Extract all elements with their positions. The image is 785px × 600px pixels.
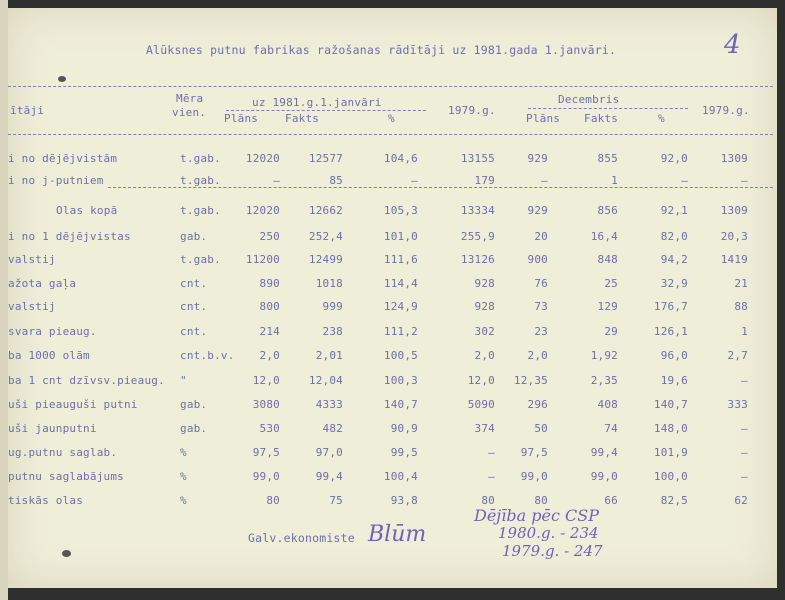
- cell-y1979: 928: [474, 277, 495, 290]
- header-plans: Plāns: [224, 112, 259, 125]
- cell-plan: 97,5: [252, 446, 280, 459]
- cell-label: uši pieauguši putni: [8, 398, 138, 411]
- cell-dy1979: –: [741, 374, 748, 387]
- cell-plan: 250: [259, 230, 280, 243]
- cell-pct: 101,0: [383, 230, 418, 243]
- cell-y1979: 374: [474, 422, 495, 435]
- cell-dpct: 126,1: [653, 325, 688, 338]
- cell-plan: 99,0: [252, 470, 280, 483]
- cell-dy1979: 1309: [720, 152, 748, 165]
- cell-fact: 12499: [308, 253, 343, 266]
- cell-dplan: 900: [527, 253, 548, 266]
- cell-dpct: 176,7: [653, 300, 688, 313]
- cell-unit: t.gab.: [180, 253, 221, 266]
- cell-pct: 105,3: [383, 204, 418, 217]
- cell-dfact: 1: [611, 174, 618, 187]
- cell-fact: 999: [322, 300, 343, 313]
- cell-unit: cnt.: [180, 277, 208, 290]
- cell-dplan: 80: [534, 494, 548, 507]
- cell-plan: –: [273, 174, 280, 187]
- cell-pct: 100,4: [383, 470, 418, 483]
- header-fakts2: Fakts: [584, 112, 619, 125]
- cell-dy1979: –: [741, 446, 748, 459]
- cell-label: valstij: [8, 253, 56, 266]
- cell-dplan: –: [541, 174, 548, 187]
- cell-y1979: –: [488, 470, 495, 483]
- cell-pct: 124,9: [383, 300, 418, 313]
- cell-label: uši jaunputni: [8, 422, 97, 435]
- cell-pct: 90,9: [390, 422, 418, 435]
- cell-label: ažota gaļa: [8, 277, 77, 290]
- cell-label: ba 1000 olām: [8, 349, 90, 362]
- cell-dpct: 140,7: [653, 398, 688, 411]
- cell-dpct: 82,5: [660, 494, 688, 507]
- cell-unit: %: [180, 446, 187, 459]
- cell-dpct: 100,0: [653, 470, 688, 483]
- cell-fact: 252,4: [308, 230, 343, 243]
- cell-unit: cnt.: [180, 325, 208, 338]
- cell-pct: 100,3: [383, 374, 418, 387]
- header-indicator: ītāji: [10, 104, 45, 117]
- cell-fact: 75: [329, 494, 343, 507]
- cell-fact: 1018: [315, 277, 343, 290]
- cell-dfact: 855: [597, 152, 618, 165]
- cell-y1979: 302: [474, 325, 495, 338]
- header-period2: Decembris: [558, 93, 620, 106]
- cell-plan: 11200: [245, 253, 280, 266]
- cell-label: svara pieaug.: [8, 325, 97, 338]
- cell-y1979: 13126: [460, 253, 495, 266]
- cell-dy1979: 1419: [720, 253, 748, 266]
- cell-dplan: 99,0: [520, 470, 548, 483]
- cell-fact: 2,01: [315, 349, 343, 362]
- cell-dplan: 23: [534, 325, 548, 338]
- cell-y1979: 2,0: [474, 349, 495, 362]
- cell-plan: 890: [259, 277, 280, 290]
- cell-dpct: 32,9: [660, 277, 688, 290]
- cell-y1979: 255,9: [460, 230, 495, 243]
- cell-plan: 800: [259, 300, 280, 313]
- signature: Blūm: [368, 522, 427, 547]
- cell-pct: 111,2: [383, 325, 418, 338]
- cell-y1979: 13155: [460, 152, 495, 165]
- header-unit-line2: vien.: [172, 106, 207, 119]
- cell-dy1979: 21: [734, 277, 748, 290]
- cell-dpct: 19,6: [660, 374, 688, 387]
- cell-y1979: 13334: [460, 204, 495, 217]
- header-unit-line1: Mēra: [176, 92, 204, 105]
- cell-unit: ": [180, 374, 187, 387]
- cell-dplan: 73: [534, 300, 548, 313]
- cell-unit: %: [180, 470, 187, 483]
- cell-label: ug.putnu saglab.: [8, 446, 118, 459]
- subtotal-rule: [108, 187, 773, 188]
- cell-fact: 97,0: [315, 446, 343, 459]
- cell-unit: %: [180, 494, 187, 507]
- cell-label: ba 1 cnt dzīvsv.pieaug.: [8, 374, 165, 387]
- cell-pct: 93,8: [390, 494, 418, 507]
- cell-dy1979: 333: [727, 398, 748, 411]
- cell-dplan: 2,0: [527, 349, 548, 362]
- cell-dpct: 92,0: [660, 152, 688, 165]
- cell-y1979: 928: [474, 300, 495, 313]
- document-sheet: [8, 8, 777, 588]
- signatory-label: Galv.ekonomiste: [248, 531, 355, 545]
- cell-plan: 214: [259, 325, 280, 338]
- cell-fact: 482: [322, 422, 343, 435]
- cell-plan: 3080: [252, 398, 280, 411]
- cell-plan: 80: [266, 494, 280, 507]
- cell-label: putnu saglabājums: [8, 470, 124, 483]
- cell-plan: 12,0: [252, 374, 280, 387]
- ink-blot-top: [58, 76, 66, 82]
- cell-dpct: 96,0: [660, 349, 688, 362]
- cell-dfact: 74: [604, 422, 618, 435]
- cell-dfact: 2,35: [590, 374, 618, 387]
- cell-label: i no dējējvistām: [8, 152, 118, 165]
- cell-fact: 85: [329, 174, 343, 187]
- page-number: 4: [724, 30, 741, 60]
- cell-unit: cnt.b.v.: [180, 349, 235, 362]
- header-pct2: %: [658, 112, 665, 125]
- cell-pct: 111,6: [383, 253, 418, 266]
- cell-y1979: 80: [481, 494, 495, 507]
- cell-dplan: 20: [534, 230, 548, 243]
- cell-dfact: 29: [604, 325, 618, 338]
- cell-dfact: 129: [597, 300, 618, 313]
- cell-label: valstij: [8, 300, 56, 313]
- cell-dfact: 66: [604, 494, 618, 507]
- cell-label: i no 1 dējējvistas: [8, 230, 131, 243]
- cell-dplan: 97,5: [520, 446, 548, 459]
- header-1979b: 1979.g.: [702, 104, 750, 117]
- cell-dplan: 50: [534, 422, 548, 435]
- cell-dpct: 94,2: [660, 253, 688, 266]
- cell-unit: t.gab.: [180, 204, 221, 217]
- cell-fact: 99,4: [315, 470, 343, 483]
- cell-dpct: 92,1: [660, 204, 688, 217]
- ink-blot-bottom: [62, 550, 71, 557]
- cell-dfact: 25: [604, 277, 618, 290]
- cell-unit: gab.: [180, 230, 208, 243]
- cell-dy1979: –: [741, 422, 748, 435]
- cell-pct: 104,6: [383, 152, 418, 165]
- cell-dplan: 296: [527, 398, 548, 411]
- cell-dfact: 408: [597, 398, 618, 411]
- header-1979: 1979.g.: [448, 104, 496, 117]
- header-top-rule: [8, 86, 773, 87]
- header-pct: %: [388, 112, 395, 125]
- cell-dy1979: 62: [734, 494, 748, 507]
- cell-dpct: 82,0: [660, 230, 688, 243]
- cell-y1979: 12,0: [467, 374, 495, 387]
- cell-label: i no j-putniem: [8, 174, 104, 187]
- cell-y1979: 5090: [467, 398, 495, 411]
- handwritten-note-line2: 1980.g. - 234: [498, 524, 599, 542]
- header-bottom-rule: [8, 134, 773, 135]
- cell-dfact: 99,0: [590, 470, 618, 483]
- handwritten-note-line1: Dējība pēc CSP: [474, 506, 599, 525]
- cell-dfact: 856: [597, 204, 618, 217]
- header-fakts: Fakts: [285, 112, 320, 125]
- document-title: Alūksnes putnu fabrikas ražošanas rādītāji uz 1981.gada 1.janvāri.: [146, 43, 617, 57]
- cell-dy1979: 20,3: [720, 230, 748, 243]
- cell-dy1979: 1309: [720, 204, 748, 217]
- cell-dfact: 1,92: [590, 349, 618, 362]
- cell-dplan: 929: [527, 204, 548, 217]
- cell-pct: 99,5: [390, 446, 418, 459]
- cell-fact: 238: [322, 325, 343, 338]
- period1-rule: [226, 110, 426, 111]
- cell-unit: gab.: [180, 422, 208, 435]
- cell-plan: 2,0: [259, 349, 280, 362]
- cell-fact: 12662: [308, 204, 343, 217]
- header-plans2: Plāns: [526, 112, 561, 125]
- cell-unit: t.gab.: [180, 152, 221, 165]
- cell-fact: 12577: [308, 152, 343, 165]
- cell-pct: 140,7: [383, 398, 418, 411]
- cell-fact: 4333: [315, 398, 343, 411]
- cell-dpct: 148,0: [653, 422, 688, 435]
- cell-unit: gab.: [180, 398, 208, 411]
- cell-dy1979: –: [741, 174, 748, 187]
- cell-label: Olas kopā: [56, 204, 118, 217]
- cell-pct: 114,4: [383, 277, 418, 290]
- cell-y1979: –: [488, 446, 495, 459]
- left-page-strip: [0, 0, 8, 600]
- cell-dpct: –: [681, 174, 688, 187]
- cell-unit: cnt.: [180, 300, 208, 313]
- period2-rule: [528, 108, 688, 109]
- header-period1: uz 1981.g.1.janvāri: [252, 96, 382, 109]
- cell-label: tiskās olas: [8, 494, 84, 507]
- cell-dfact: 16,4: [590, 230, 618, 243]
- cell-dplan: 76: [534, 277, 548, 290]
- cell-pct: –: [411, 174, 418, 187]
- cell-dy1979: 1: [741, 325, 748, 338]
- cell-dy1979: 2,7: [727, 349, 748, 362]
- cell-dfact: 848: [597, 253, 618, 266]
- cell-y1979: 179: [474, 174, 495, 187]
- cell-dplan: 929: [527, 152, 548, 165]
- cell-dy1979: 88: [734, 300, 748, 313]
- cell-dpct: 101,9: [653, 446, 688, 459]
- cell-plan: 12020: [245, 152, 280, 165]
- cell-fact: 12,04: [308, 374, 343, 387]
- cell-dfact: 99,4: [590, 446, 618, 459]
- cell-plan: 12020: [245, 204, 280, 217]
- cell-pct: 100,5: [383, 349, 418, 362]
- cell-dy1979: –: [741, 470, 748, 483]
- handwritten-note-line3: 1979.g. - 247: [502, 542, 603, 560]
- cell-unit: t.gab.: [180, 174, 221, 187]
- cell-plan: 530: [259, 422, 280, 435]
- cell-dplan: 12,35: [513, 374, 548, 387]
